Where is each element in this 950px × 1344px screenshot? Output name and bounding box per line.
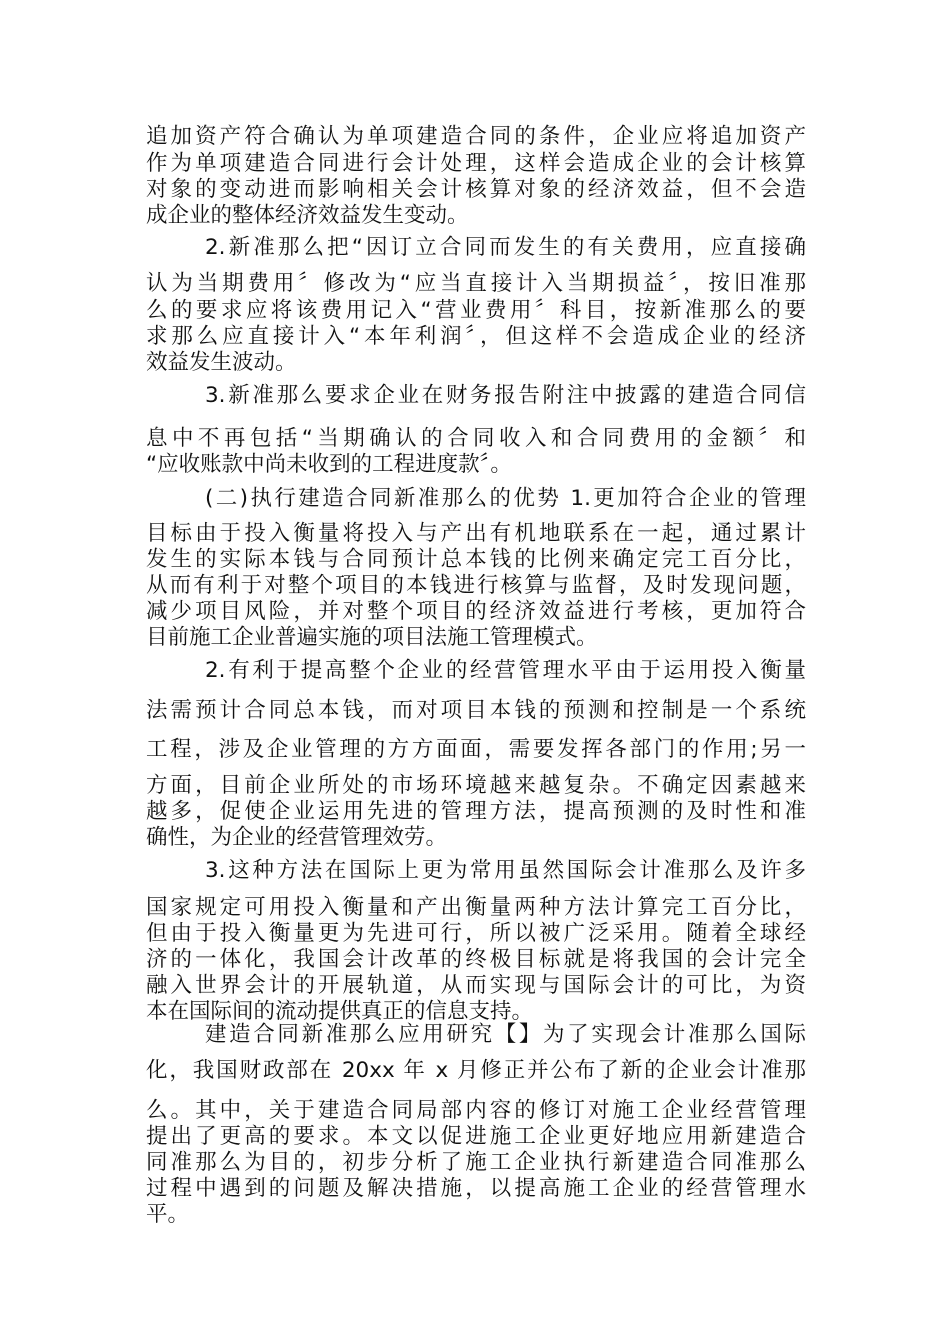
text-line: 融入世界会计的开展轨道，从而实现与国际会计的可比，为资 — [146, 973, 806, 998]
paragraph-start-line: 2.有利于提高整个企业的经营管理水平由于运用投入衡量 — [205, 658, 806, 683]
text-line: 么的要求应将该费用记入“营业费用〞科目，按新准那么的要 — [146, 298, 806, 323]
text-line: 但由于投入衡量更为先进可行，所以被广泛采用。随着全球经 — [146, 921, 806, 946]
text-line: 成企业的整体经济效益发生变动。 — [146, 203, 469, 228]
text-line: “应收账款中尚未收到的工程进度款〞。 — [146, 452, 512, 477]
text-line: 过程中遇到的问题及解决措施，以提高施工企业的经营管理水 — [146, 1176, 806, 1201]
text-line: 提出了更高的要求。本文以促进施工企业更好地应用新建造合 — [146, 1124, 806, 1149]
text-line: 本在国际间的流动提供真正的信息支持。 — [146, 999, 534, 1024]
text-line: 么。其中，关于建造合同局部内容的修订对施工企业经营管理 — [146, 1098, 806, 1123]
text-line: 对象的变动进而影响相关会计核算对象的经济效益，但不会造 — [146, 177, 806, 202]
text-line: 平。 — [146, 1202, 190, 1227]
paragraph-start-line: 建造合同新准那么应用研究【】为了实现会计准那么国际 — [205, 1022, 806, 1047]
text-line: 国家规定可用投入衡量和产出衡量两种方法计算完工百分比， — [146, 895, 806, 920]
text-line: 工程，涉及企业管理的方方面面，需要发挥各部门的作用;另一 — [146, 737, 806, 762]
text-line: 目标由于投入衡量将投入与产出有机地联系在一起，通过累计 — [146, 521, 806, 546]
text-line: 化，我国财政部在 20xx 年 x 月修正并公布了新的企业会计准那 — [146, 1058, 806, 1083]
text-line: 越多，促使企业运用先进的管理方法，提高预测的及时性和准 — [146, 799, 806, 824]
paragraph-start-line: 3.新准那么要求企业在财务报告附注中披露的建造合同信 — [205, 383, 806, 408]
text-line: 从而有利于对整个项目的本钱进行核算与监督，及时发现问题， — [146, 573, 806, 598]
text-line: 效益发生波动。 — [146, 350, 297, 375]
text-line: 息中不再包括“当期确认的合同收入和合同费用的金额〞和 — [146, 426, 806, 451]
text-line: 方面，目前企业所处的市场环境越来越复杂。不确定因素越来 — [146, 773, 806, 798]
text-line: 确性，为企业的经营管理效劳。 — [146, 825, 448, 850]
paragraph-start-line: 3.这种方法在国际上更为常用虽然国际会计准那么及许多 — [205, 858, 806, 883]
paragraph-start-line: (二)执行建造合同新准那么的优势 1.更加符合企业的管理 — [205, 486, 806, 511]
text-line: 目前施工企业普遍实施的项目法施工管理模式。 — [146, 625, 598, 650]
text-line: 追加资产符合确认为单项建造合同的条件，企业应将追加资产 — [146, 124, 806, 149]
text-line: 减少项目风险，并对整个项目的经济效益进行考核，更加符合 — [146, 599, 806, 624]
text-line: 济的一体化，我国会计改革的终极目标就是将我国的会计完全 — [146, 947, 806, 972]
text-line: 作为单项建造合同进行会计处理，这样会造成企业的会计核算 — [146, 151, 806, 176]
text-line: 同准那么为目的，初步分析了施工企业执行新建造合同准那么 — [146, 1150, 806, 1175]
text-line: 发生的实际本钱与合同预计总本钱的比例来确定完工百分比， — [146, 547, 806, 572]
paragraph-start-line: 2.新准那么把“因订立合同而发生的有关费用，应直接确 — [205, 235, 806, 260]
text-line: 认为当期费用〞修改为“应当直接计入当期损益〞，按旧准那 — [146, 271, 806, 296]
text-line: 法需预计合同总本钱，而对项目本钱的预测和控制是一个系统 — [146, 698, 806, 723]
text-line: 求那么应直接计入“本年利润〞，但这样不会造成企业的经济 — [146, 324, 806, 349]
